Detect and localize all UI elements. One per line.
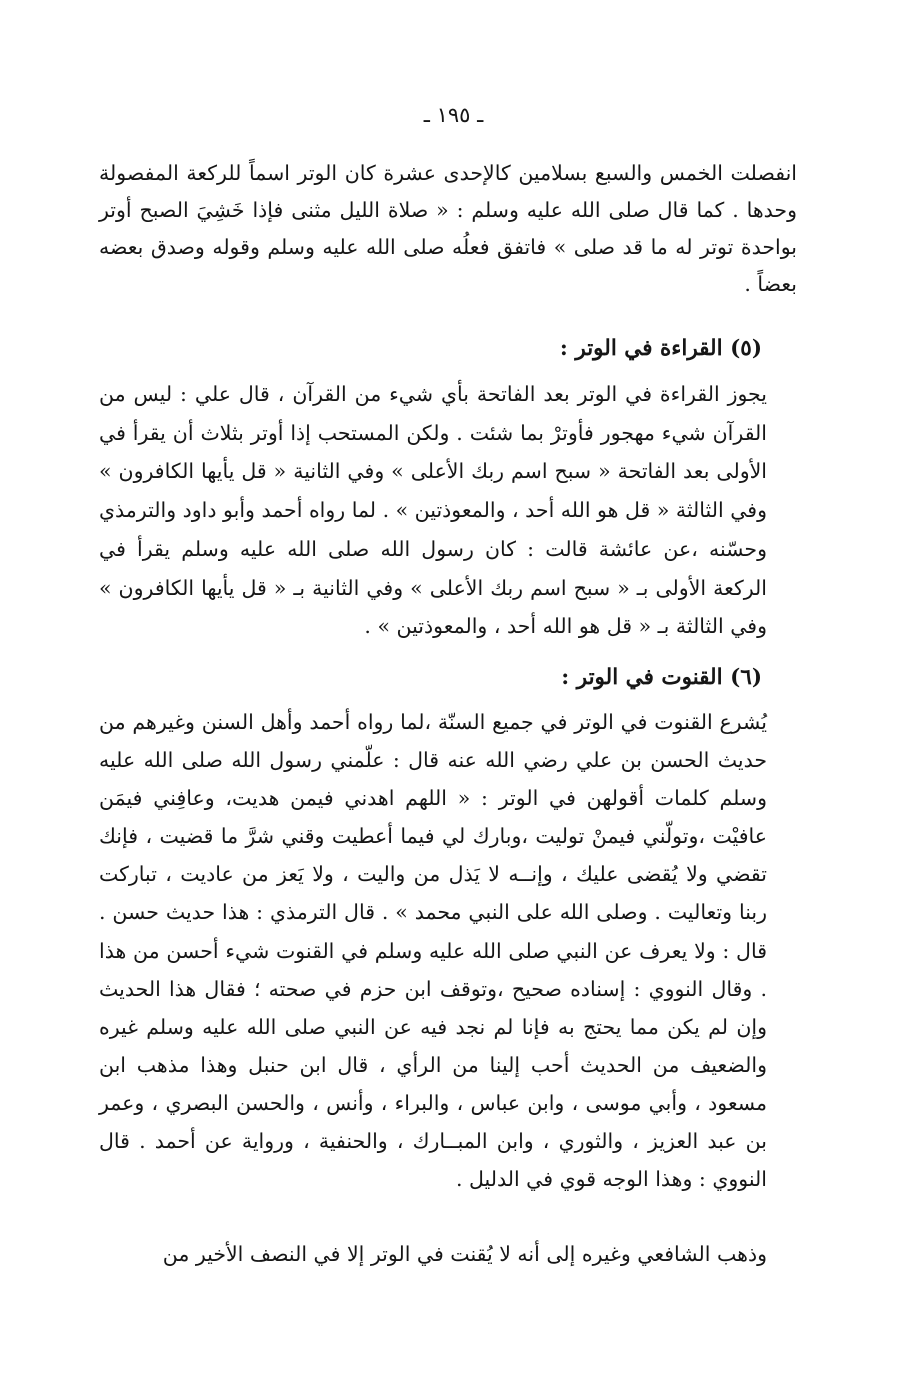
page-number: ـ ١٩٥ ـ bbox=[423, 103, 484, 127]
paragraph-text: يُشرع القنوت في الوتر في جميع السنّة ،لما رواه أحمد وأهل السنن وغيرهم من حديث الحسن بن علي رضي الله عنه قال : علّمني رسول الله صلى الله عليه وسلم كلمات أقولهن في الوتر : « اللهم اهدني فيمن هديت، وعافِني فيمَن عافيْت ،وتولّني فيمنْ توليت ،وبارك لي فيما أعطيت وقني شرَّ ما قضيت ، فإنك تقضي ولا يُقضى عليك ، وإنــه لا يَذل من واليت ، ولا يَعز من عاديت ، تباركت ربنا وتعاليت . وصلى الله على النبي محمد » . قال الترمذي : هذا حديث حسن . قال : ولا يعرف عن النبي صلى الله عليه وسلم في القنوت شيء أحسن من هذا . وقال النووي : إسناده صحيح ،وتوقف ابن حزم في صحته ؛ فقال هذا الحديث وإن لم يكن مما يحتج به فإنا لم نجد فيه عن النبي صلى الله عليه وسلم غيره والضعيف من الحديث أحب إلينا من الرأي ، قال ابن حنبل وهذا مذهب ابن مسعود ، وأبي موسى ، وابن عباس ، والبراء ، وأنس ، والحسن البصري ، وعمر بن عبد العزيز ، والثوري ، وابن المبــارك ، والحنفية ، ورواية عن أحمد . قال النووي : وهذا الوجه قوي في الدليل . bbox=[99, 710, 767, 1192]
paragraph-reading-in-witr bbox=[99, 375, 797, 646]
paragraph-text: انفصلت الخمس والسبع بسلامين كالإحدى عشرة كان الوتر اسماً للركعة المفصولة وحدها . كما قال صلى الله عليه وسلم : « صلاة الليل مثنى فإذا خَشِيَ الصبح أوتر بواحدة توتر له ما قد صلى » فاتفق فعلُه صلى الله عليه وسلم وقوله وصدق بعضه بعضاً . bbox=[99, 161, 797, 296]
section-heading-qunut-in-witr: (٦) القنوت في الوتر : bbox=[561, 665, 762, 690]
paragraph-text: وذهب الشافعي وغيره إلى أنه لا يُقنت في الوتر إلا في النصف الأخير من bbox=[162, 1242, 767, 1266]
paragraph-witr-separation bbox=[99, 155, 797, 303]
paragraph-qunut-in-witr bbox=[99, 703, 797, 1198]
paragraph-shafii-view bbox=[99, 1235, 797, 1273]
paragraph-text: يجوز القراءة في الوتر بعد الفاتحة بأي شيء من القرآن ، قال علي : ليس من القرآن شيء مهجور فأوترْ بما شئت . ولكن المستحب إذا أوتر بثلاث أن يقرأ في الأولى بعد الفاتحة « سبح اسم ربك الأعلى » وفي الثانية « قل يأيها الكافرون » وفي الثالثة « قل هو الله أحد ، والمعوذتين » . لما رواه أحمد وأبو داود والترمذي وحسّنه ،عن عائشة قالت : كان رسول الله صلى الله عليه وسلم يقرأ في الركعة الأولى بـ « سبح اسم ربك الأعلى » وفي الثانية بـ « قل يأيها الكافرون » وفي الثالثة بـ « قل هو الله أحد ، والمعوذتين » . bbox=[99, 382, 767, 639]
section-heading-reading-in-witr: (٥) القراءة في الوتر : bbox=[559, 336, 762, 361]
